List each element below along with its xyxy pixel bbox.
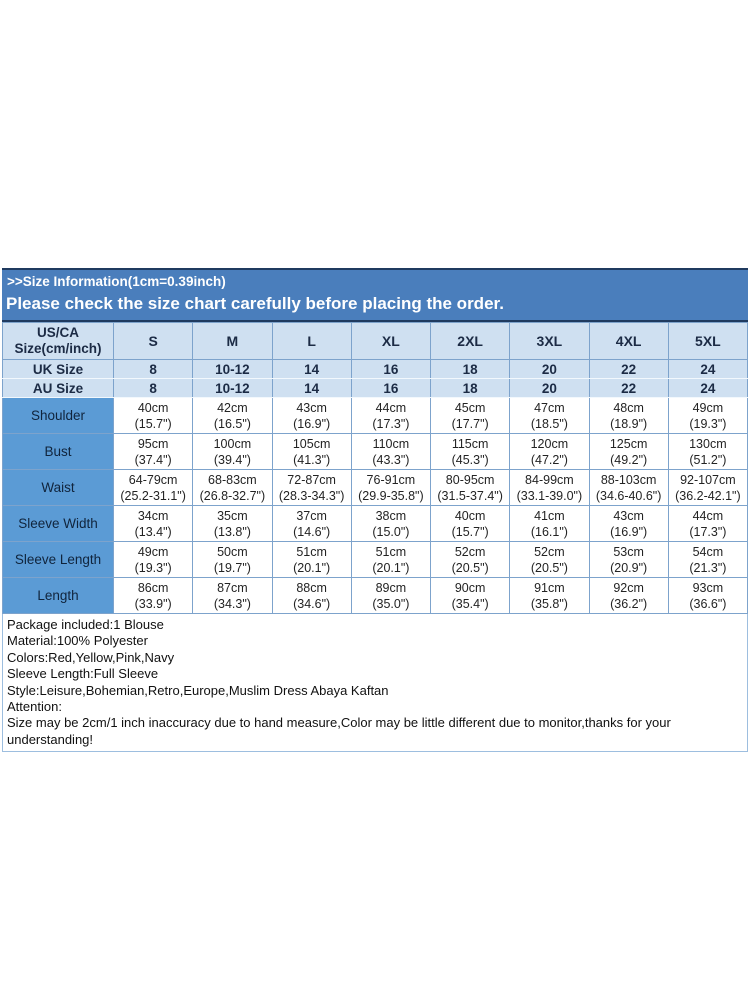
measurement-cell [589,398,668,434]
note-line: Style:Leisure,Bohemian,Retro,Europe,Muslim Dress Abaya Kaftan [7,682,389,698]
inch-value: (34.6-40.6") [595,488,662,503]
size-row-label: AU Size [3,379,114,398]
size-value-cell: 24 [668,360,747,379]
measurement-cell [431,506,510,542]
measurement-cell [272,506,351,542]
measurement-cell [589,542,668,578]
cm-value: 64-79cm [128,472,178,487]
cm-value: 54cm [692,544,724,559]
cm-value: 35cm [217,508,248,523]
measurement-cell [589,506,668,542]
measurement-cell [589,470,668,506]
measurement-cell [272,398,351,434]
inch-value: (16.9") [610,524,648,539]
banner-title: >>Size Information(1cm=0.39inch) [7,274,226,289]
size-chart-body [3,360,748,614]
inch-value: (20.1") [293,560,331,575]
inch-value: (51.2") [689,452,727,467]
size-header-cell: 2XL [431,323,510,360]
cm-value: 89cm [375,580,407,595]
size-header-cell: L [272,323,351,360]
measurement-cell [351,578,430,614]
size-value-cell: 8 [114,360,193,379]
size-header-cell: M [193,323,272,360]
cm-value: 38cm [375,508,407,523]
cm-value: 92cm [613,580,644,595]
measurement-cell [114,506,193,542]
inch-value: (14.6") [293,524,331,539]
cm-value: 41cm [534,508,565,523]
size-value-cell: 10-12 [193,360,272,379]
cm-value: 40cm [454,508,486,523]
inch-value: (36.2-42.1") [675,488,741,503]
size-header-cell: 4XL [589,323,668,360]
cm-value: 52cm [454,544,486,559]
cm-value: 53cm [613,544,644,559]
note-line: Attention: [7,699,62,715]
inch-value: (16.1") [530,524,568,539]
inch-value: (33.1-39.0") [516,488,583,503]
measurement-cell [114,434,193,470]
cm-value: 68-83cm [208,472,257,487]
size-value-cell: 20 [510,379,589,398]
cm-value: 120cm [530,436,569,451]
measurement-label: Sleeve Width [3,506,114,542]
inch-value: (35.4") [451,596,489,611]
measurement-cell [431,542,510,578]
cm-value: 34cm [137,508,169,523]
cm-value: 130cm [689,436,727,451]
inch-value: (35.0") [372,596,410,611]
inch-value: (18.5") [530,416,568,431]
inch-value: (39.4") [213,452,251,467]
inch-value: (36.2") [610,596,648,611]
cm-value: 50cm [217,544,248,559]
measurement-cell [510,398,589,434]
measurement-cell [351,470,430,506]
cm-value: 76-91cm [366,472,416,487]
measurement-cell [351,398,430,434]
cm-value: 87cm [217,580,248,595]
corner-line1: US/CA [36,325,79,340]
measurement-cell [272,434,351,470]
inch-value: (41.3") [293,452,331,467]
size-value-cell: 14 [272,379,351,398]
note-line: Sleeve Length:Full Sleeve [7,666,159,682]
measurement-label: Sleeve Length [3,542,114,578]
measurement-cell [193,542,272,578]
inch-value: (20.9") [610,560,648,575]
inch-value: (19.3") [134,560,172,575]
cm-value: 42cm [217,400,248,415]
cm-value: 44cm [375,400,407,415]
inch-value: (47.2") [530,452,568,467]
measurement-cell [114,398,193,434]
cm-value: 100cm [213,436,252,451]
inch-value: (16.9") [293,416,331,431]
measurement-cell [193,434,272,470]
cm-value: 40cm [137,400,169,415]
size-value-cell: 24 [668,379,747,398]
banner [2,268,748,322]
measurement-cell [272,470,351,506]
inch-value: (20.5") [451,560,489,575]
inch-value: (45.3") [451,452,489,467]
corner-header-cell [3,323,114,360]
cm-value: 49cm [692,400,724,415]
inch-value: (34.3") [213,596,251,611]
inch-value: (15.7") [451,524,489,539]
cm-value: 80-95cm [445,472,495,487]
measurement-cell [668,542,747,578]
cm-value: 52cm [534,544,565,559]
measurement-row [3,542,748,578]
measurement-cell [431,578,510,614]
size-row [3,379,748,398]
measurement-cell [589,434,668,470]
size-header-cell: 5XL [668,323,747,360]
measurement-cell [668,506,747,542]
note-line: Material:100% Polyester [7,633,148,649]
size-chart-head [3,323,748,360]
banner-subtitle: Please check the size chart carefully before placing the order. [6,294,504,313]
corner-line2: Size(cm/inch) [14,341,102,356]
measurement-cell [510,470,589,506]
inch-value: (20.1") [372,560,410,575]
measurement-row [3,434,748,470]
cm-value: 88cm [296,580,327,595]
size-info-panel [2,268,748,752]
measurement-cell [510,542,589,578]
measurement-cell [351,542,430,578]
inch-value: (18.9") [610,416,648,431]
cm-value: 91cm [534,580,565,595]
measurement-cell [351,434,430,470]
cm-value: 45cm [454,400,486,415]
inch-value: (13.4") [134,524,172,539]
note-line: Size may be 2cm/1 inch inaccuracy due to hand measure,Color may be little different due to monitor,thanks for your understanding! [7,715,671,747]
inch-value: (31.5-37.4") [437,488,503,503]
measurement-cell [193,470,272,506]
note-line: Colors:Red,Yellow,Pink,Navy [7,649,175,665]
size-value-cell: 22 [589,360,668,379]
size-value-cell: 14 [272,360,351,379]
size-value-cell: 18 [431,379,510,398]
inch-value: (17.3") [689,524,727,539]
size-chart-table [2,322,748,614]
product-notes [2,614,748,752]
cm-value: 44cm [692,508,724,523]
measurement-row [3,578,748,614]
measurement-row [3,398,748,434]
inch-value: (29.9-35.8") [358,488,424,503]
cm-value: 92-107cm [680,472,736,487]
header-row [3,323,748,360]
measurement-cell [431,398,510,434]
inch-value: (16.5") [213,416,251,431]
cm-value: 43cm [296,400,327,415]
size-value-cell: 20 [510,360,589,379]
inch-value: (20.5") [530,560,568,575]
cm-value: 86cm [137,580,169,595]
inch-value: (26.8-32.7") [199,488,266,503]
measurement-cell [510,578,589,614]
cm-value: 110cm [372,436,410,451]
inch-value: (15.7") [134,416,172,431]
inch-value: (28.3-34.3") [278,488,345,503]
cm-value: 125cm [609,436,648,451]
measurement-cell [431,470,510,506]
measurement-label: Bust [3,434,114,470]
cm-value: 37cm [296,508,327,523]
measurement-cell [193,398,272,434]
cm-value: 93cm [692,580,724,595]
cm-value: 88-103cm [600,472,657,487]
measurement-cell [431,434,510,470]
measurement-cell [589,578,668,614]
cm-value: 72-87cm [287,472,336,487]
cm-value: 51cm [296,544,327,559]
size-header-cell: XL [351,323,430,360]
cm-value: 48cm [613,400,644,415]
inch-value: (35.8") [530,596,568,611]
measurement-label: Shoulder [3,398,114,434]
size-header-cell: 3XL [510,323,589,360]
measurement-cell [668,434,747,470]
size-row-label: UK Size [3,360,114,379]
measurement-cell [510,434,589,470]
cm-value: 90cm [454,580,486,595]
size-value-cell: 22 [589,379,668,398]
inch-value: (19.3") [689,416,727,431]
inch-value: (17.3") [372,416,410,431]
measurement-cell [193,578,272,614]
note-line: Package included:1 Blouse [7,617,164,632]
cm-value: 51cm [375,544,407,559]
inch-value: (21.3") [689,560,727,575]
size-row [3,360,748,379]
measurement-cell [351,506,430,542]
measurement-row [3,470,748,506]
size-value-cell: 16 [351,360,430,379]
measurement-cell [114,542,193,578]
measurement-cell [668,578,747,614]
measurement-cell [272,578,351,614]
inch-value: (19.7") [213,560,251,575]
inch-value: (33.9") [134,596,172,611]
measurement-label: Waist [3,470,114,506]
size-value-cell: 10-12 [193,379,272,398]
measurement-cell [668,470,747,506]
cm-value: 43cm [613,508,644,523]
measurement-label: Length [3,578,114,614]
size-value-cell: 16 [351,379,430,398]
inch-value: (34.6") [293,596,331,611]
inch-value: (49.2") [610,452,648,467]
cm-value: 84-99cm [525,472,574,487]
inch-value: (17.7") [451,416,489,431]
measurement-cell [114,470,193,506]
inch-value: (13.8") [213,524,251,539]
inch-value: (37.4") [134,452,172,467]
measurement-cell [510,506,589,542]
inch-value: (36.6") [689,596,727,611]
cm-value: 115cm [451,436,489,451]
size-value-cell: 8 [114,379,193,398]
cm-value: 105cm [292,436,331,451]
cm-value: 47cm [534,400,565,415]
measurement-cell [114,578,193,614]
inch-value: (25.2-31.1") [120,488,186,503]
measurement-cell [272,542,351,578]
size-header-cell: S [114,323,193,360]
inch-value: (43.3") [372,452,410,467]
size-value-cell: 18 [431,360,510,379]
cm-value: 95cm [137,436,169,451]
inch-value: (15.0") [372,524,410,539]
measurement-cell [668,398,747,434]
measurement-cell [193,506,272,542]
measurement-row [3,506,748,542]
cm-value: 49cm [137,544,169,559]
